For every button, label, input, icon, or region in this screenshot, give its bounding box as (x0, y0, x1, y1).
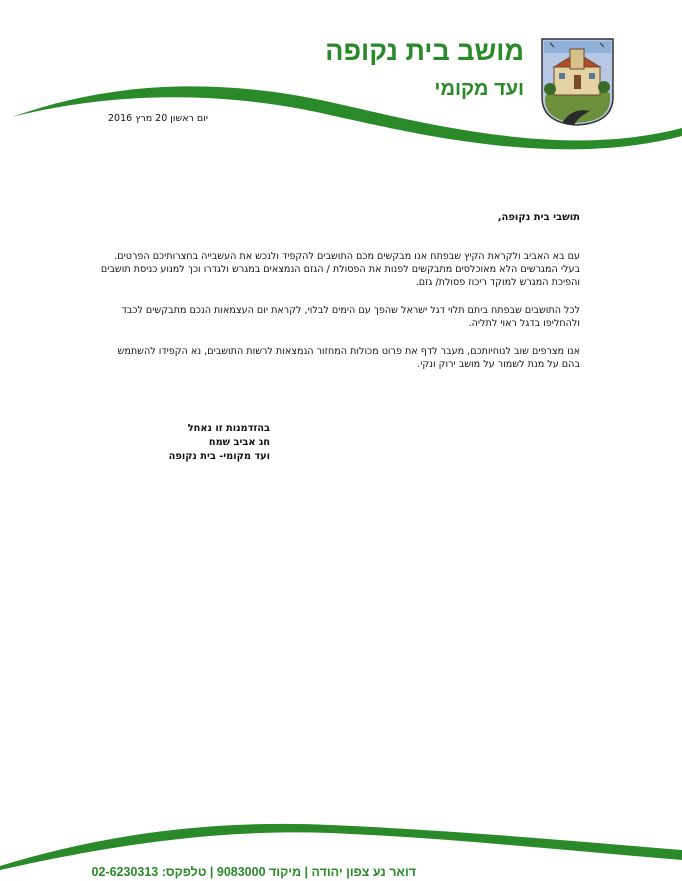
paragraph-flags: לכל התושבים שבפתח ביתם תלוי דגל ישראל שהפך עם הימים לבלוי, לקראת יום העצמאות הנכם מתבקשים לכבד ולהחליפו בדגל ראוי לתליה. (121, 305, 580, 329)
paragraph-weeds: עם בא האביב ולקראת הקיץ שבפתח אנו מבקשים מכם התושבים להקפיד ולנכש את העשבייה בחצרותיכם הפרטים. (114, 251, 580, 262)
signature-line: בהזדמנות זו נאחל (187, 423, 270, 434)
signature-line: חג אביב שמח (208, 437, 270, 448)
signature-line: ועד מקומי- בית נקופה (168, 451, 270, 462)
committee-name: ועד מקומי (434, 78, 524, 100)
village-crest-icon (540, 37, 615, 127)
letter-signature (150, 422, 270, 464)
footer-wave (0, 824, 682, 870)
letter-date: יום ראשון 20 מרץ 2016 (108, 113, 208, 124)
org-name: מושב בית נקופה (325, 36, 524, 66)
letter-body (100, 250, 580, 386)
footer-contact: דואר נע צפון יהודה | מיקוד 9083000 | טלפקס: 02-6230313 (91, 865, 416, 879)
paragraph-recycling: אנו מצרפים שוב לנוחיותכם, מעבר לדף את פרוט מכולות המחזור הנמצאות לרשות התושבים, נא הקפידו להשתמש בהם על מנת לשמור על מושב ירוק ונקי. (117, 346, 580, 370)
letter-greeting: תושבי בית נקופה, (497, 212, 580, 223)
paragraph-empty-lots: בעלי המגרשים הלא מאוכלסים מתבקשים לפנות את הפסולת / הגזם הנמצאים במגרש ולגדרו וכך למנוע כניסת תושבים והפיכת המגרש למוקד ריכוז פסולת/ גזם. (100, 264, 580, 288)
